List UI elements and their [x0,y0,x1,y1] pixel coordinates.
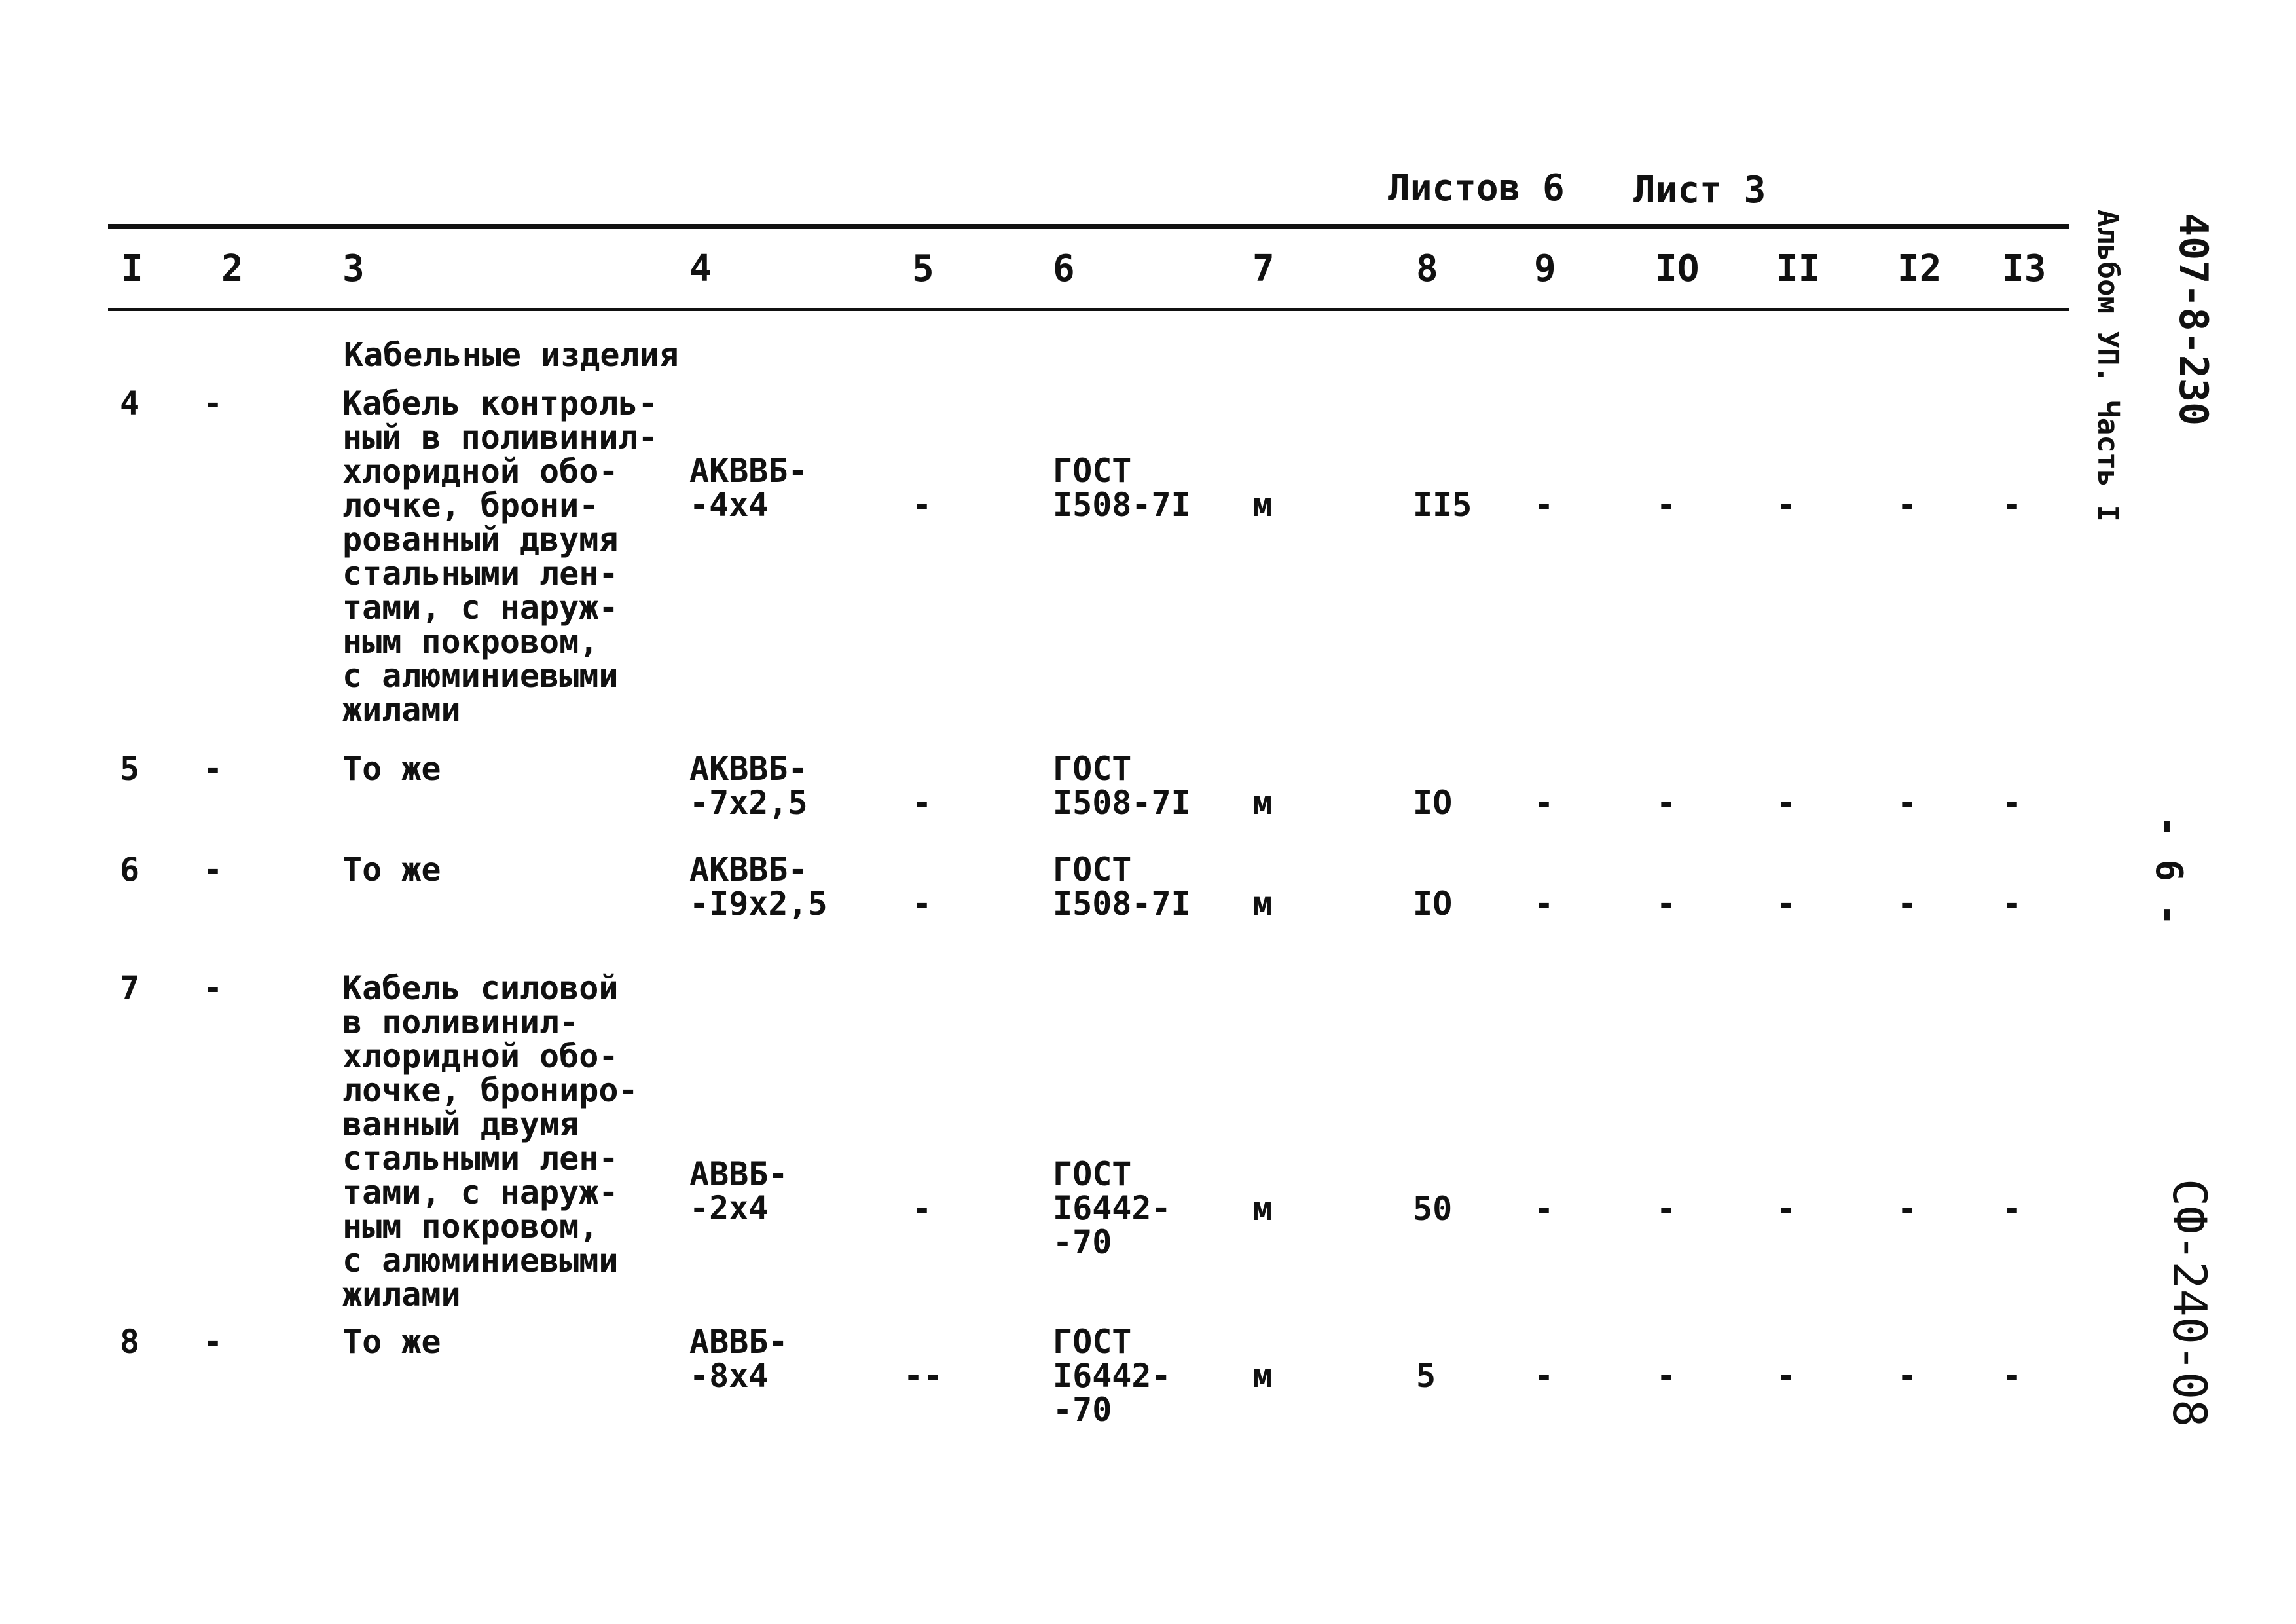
cable-brand: АКВВБ- -7х2,5 [689,750,808,822]
cell-col13: - [2002,1190,2022,1228]
top-rule [108,224,2069,229]
cable-brand: АКВВБ- -4х4 [689,452,808,524]
cell-col10: - [1656,486,1677,524]
project-stamp: СФ-240-08 [2162,1179,2216,1428]
row-number: 6 [120,851,140,889]
cell-col13: - [2002,486,2022,524]
quantity: IO [1413,784,1453,822]
cell-col12: - [1897,784,1918,822]
album-part-label: Альбом УП. Часть I [2091,210,2124,522]
cell-col13: - [2002,1357,2022,1395]
cell-col9: - [1534,784,1554,822]
col-header-5: 5 [912,248,934,290]
cell-col10: - [1656,1190,1677,1228]
cell-col2: - [203,969,223,1007]
cell-col11: - [1776,1357,1796,1395]
cell-col10: - [1656,885,1677,923]
cell-col11: - [1776,486,1796,524]
gost-standard: ГОСТ I6442- -70 [1053,1155,1171,1261]
cell-col12: - [1897,1357,1918,1395]
unit: м [1252,784,1273,822]
item-description: Кабель контроль- ный в поливинил- хлоридной обо- лочке, брони- рованный двумя стальными лен- тами, с наруж- ным покровом, с алюминиевыми жилами [342,384,658,729]
gost-standard: ГОСТ I508-7I [1053,750,1191,822]
cable-brand: АВВБ- -8х4 [689,1323,788,1395]
document-code: 407-8-230 [2170,213,2216,426]
cable-brand: АВВБ- -2х4 [689,1155,788,1227]
cell-col5: -- [903,1357,943,1395]
gost-standard: ГОСТ I508-7I [1053,452,1191,524]
section-title: Кабельные изделия [344,336,679,374]
row-number: 5 [120,750,140,788]
cell-col10: - [1656,1357,1677,1395]
page-number: - 6 - [2147,815,2190,926]
cell-col13: - [2002,784,2022,822]
sheets-total: Листов 6 [1388,167,1565,210]
cell-col13: - [2002,885,2022,923]
quantity: 5 [1416,1357,1436,1395]
cable-brand: АКВВБ- -I9х2,5 [689,851,828,923]
row-number: 8 [120,1323,140,1361]
unit: м [1252,1190,1273,1228]
sheet-number: Лист 3 [1633,169,1766,212]
cell-col11: - [1776,885,1796,923]
item-description: То же [342,851,441,889]
cell-col9: - [1534,1357,1554,1395]
col-header-6: 6 [1053,248,1075,290]
col-header-9: 9 [1534,248,1556,290]
quantity: II5 [1413,486,1472,524]
col-header-10: IO [1655,248,1700,290]
col-header-2: 2 [221,248,244,290]
cell-col5: - [912,784,932,822]
col-header-3: 3 [342,248,365,290]
gost-standard: ГОСТ I6442- -70 [1053,1323,1171,1429]
col-header-8: 8 [1416,248,1438,290]
cell-col11: - [1776,784,1796,822]
row-number: 4 [120,384,140,422]
cell-col12: - [1897,885,1918,923]
cell-col12: - [1897,1190,1918,1228]
quantity: IO [1413,885,1453,923]
item-description: То же [342,1323,441,1361]
col-header-11: II [1776,248,1821,290]
col-header-13: I3 [2002,248,2047,290]
cell-col2: - [203,851,223,889]
quantity: 50 [1413,1190,1453,1228]
gost-standard: ГОСТ I508-7I [1053,851,1191,923]
col-header-1: I [121,248,143,290]
header-rule [108,308,2069,311]
cell-col2: - [203,750,223,788]
cell-col12: - [1897,486,1918,524]
cell-col9: - [1534,885,1554,923]
col-header-7: 7 [1252,248,1275,290]
cell-col5: - [912,1190,932,1228]
cell-col9: - [1534,1190,1554,1228]
cell-col2: - [203,1323,223,1361]
cell-col9: - [1534,486,1554,524]
unit: м [1252,486,1273,524]
cell-col5: - [912,885,932,923]
cell-col2: - [203,384,223,422]
unit: м [1252,1357,1273,1395]
item-description: То же [342,750,441,788]
cell-col10: - [1656,784,1677,822]
cell-col11: - [1776,1190,1796,1228]
col-header-12: I2 [1897,248,1942,290]
item-description: Кабель силовой в поливинил- хлоридной обо- лочке, брониро- ванный двумя стальными лен- тами, с наруж- ным покровом, с алюминиевыми жилами [342,969,638,1314]
col-header-4: 4 [689,248,712,290]
unit: м [1252,885,1273,923]
cell-col5: - [912,486,932,524]
row-number: 7 [120,969,140,1007]
